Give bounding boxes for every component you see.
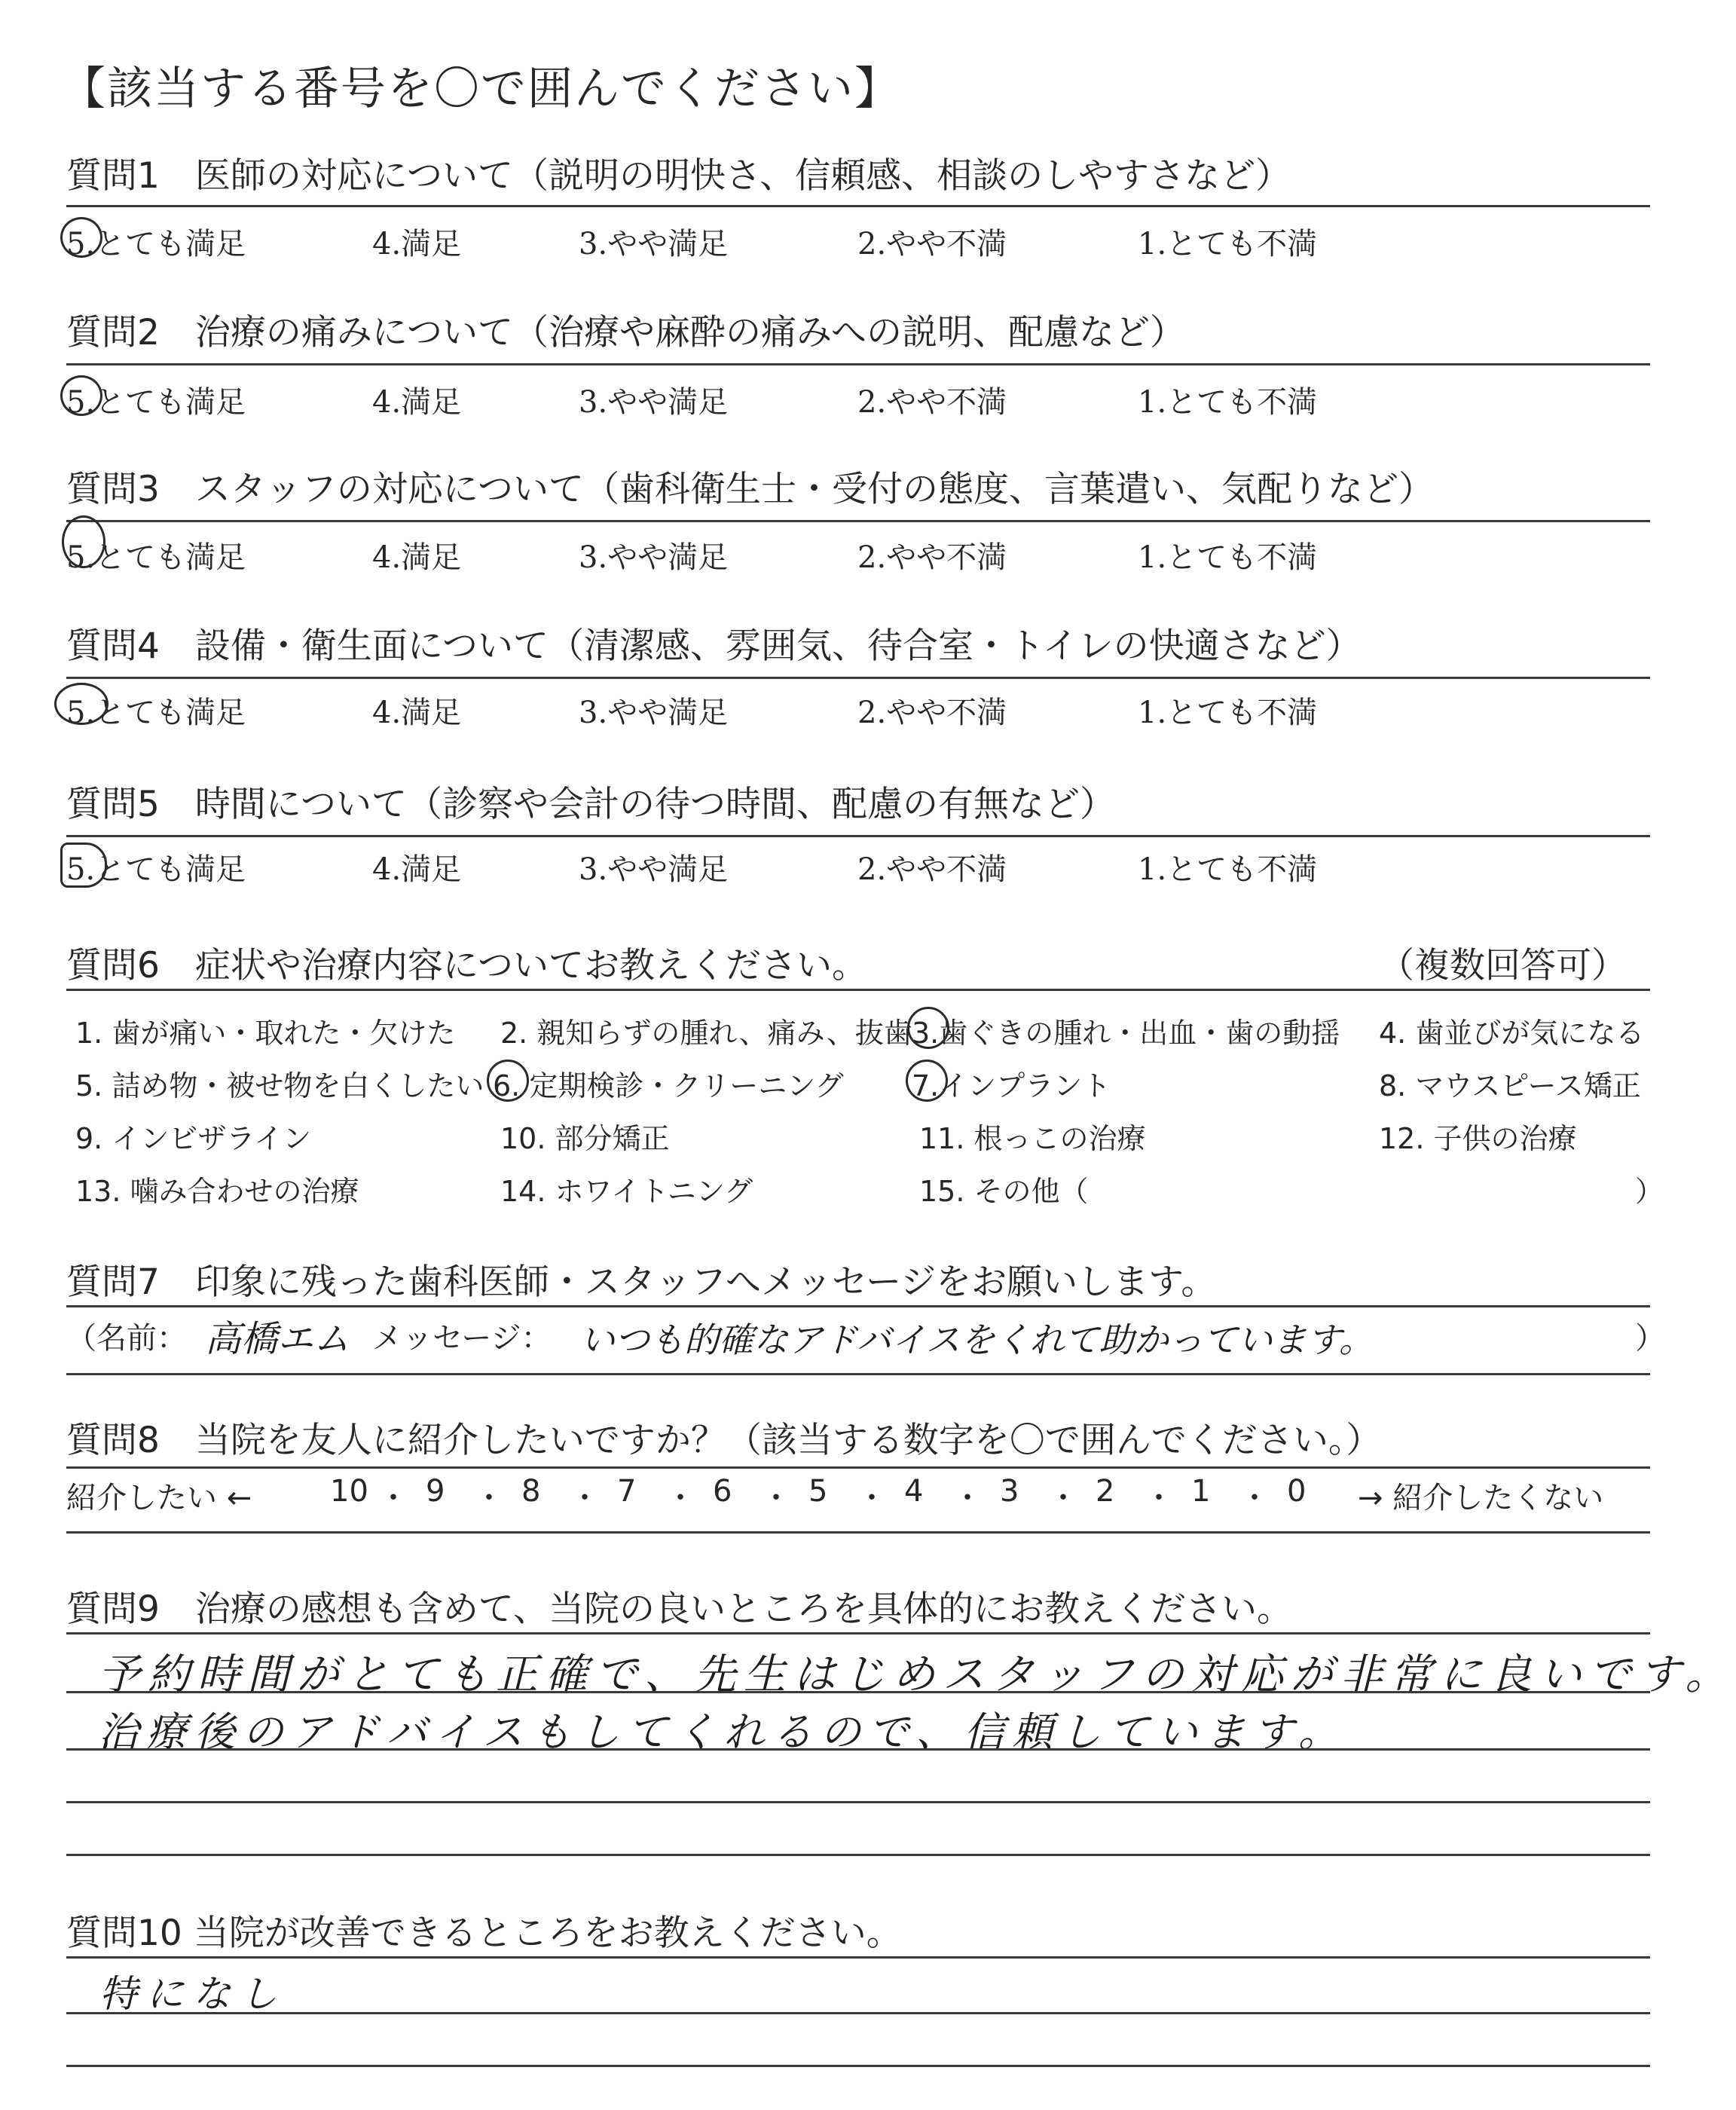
q9-heading: 質問9 治療の感想も含めて、当院の良いところを具体的にお教えください。 [66, 1589, 1292, 1630]
q6-item-12[interactable]: 12. 子供の治療 [1379, 1122, 1577, 1155]
q6-item-13[interactable]: 13. 噛み合わせの治療 [75, 1175, 359, 1208]
q8-scale-8[interactable]: 8 [521, 1474, 541, 1509]
q8-left-label: 紹介したい ← [66, 1481, 252, 1515]
q3-rule [66, 520, 1650, 522]
q9-line-5 [66, 1854, 1650, 1856]
q8-scale-separator: ・ [474, 1481, 504, 1515]
q6-item-2[interactable]: 2. 親知らずの腫れ、痛み、抜歯 [500, 1017, 912, 1050]
q6-item-1[interactable]: 1. 歯が痛い・取れた・欠けた [75, 1017, 456, 1050]
q7-message-handwritten: いつも的確なアドバイスをくれて助かっています。 [580, 1320, 1374, 1360]
q6-item-15-close: ） [1635, 1175, 1664, 1208]
q8-scale-1[interactable]: 1 [1191, 1474, 1211, 1509]
q8-scale-4[interactable]: 4 [904, 1474, 924, 1509]
q6-heading: 質問6 症状や治療内容についてお教えください。 [66, 945, 867, 986]
q10-line-1 [66, 1956, 1650, 1959]
q7-bottom-rule [66, 1373, 1650, 1375]
q4-option-3[interactable]: 3.やや満足 [579, 696, 729, 730]
q6-item-3[interactable]: 3.歯ぐきの腫れ・出血・歯の動揺 [912, 1017, 1340, 1050]
q4-option-2[interactable]: 2.やや不満 [857, 696, 1007, 730]
q10-line-3 [66, 2065, 1650, 2067]
q9-line-4 [66, 1801, 1650, 1803]
q9-line-1 [66, 1632, 1650, 1634]
q1-heading: 質問1 医師の対応について（説明の明快さ、信頼感、相談のしやすさなど） [66, 155, 1291, 197]
q2-option-3[interactable]: 3.やや満足 [579, 385, 729, 420]
q2-option-4[interactable]: 4.満足 [372, 385, 462, 420]
q3-option-4[interactable]: 4.満足 [372, 540, 462, 575]
q8-scale-separator: ・ [378, 1481, 408, 1515]
q4-rule [66, 677, 1650, 679]
q8-heading: 質問8 当院を友人に紹介したいですか？（該当する数字を〇で囲んでください。） [66, 1420, 1382, 1461]
q1-option-2[interactable]: 2.やや不満 [857, 227, 1007, 261]
q8-scale-10[interactable]: 10 [330, 1474, 368, 1509]
q6-item-6-circle [487, 1060, 529, 1102]
q2-rule [66, 363, 1650, 365]
q5-option-5[interactable]: 5.とても満足 [66, 852, 246, 887]
q6-multiple-note: （複数回答可） [1379, 945, 1627, 986]
q9-answer-line-2: 治療後のアドバイスもしてくれるので、信頼しています。 [98, 1708, 1346, 1756]
q8-scale-separator: ・ [857, 1481, 887, 1515]
q10-heading: 質問10 当院が改善できるところをお教えください。 [66, 1913, 902, 1954]
q4-option-5[interactable]: 5.とても満足 [66, 696, 246, 730]
q8-scale-6[interactable]: 6 [713, 1474, 732, 1509]
q8-right-label: → 紹介したくない [1358, 1481, 1604, 1515]
q1-option-5[interactable]: 5.とても満足 [66, 227, 246, 261]
q6-item-7-circle [906, 1060, 948, 1102]
q6-item-14[interactable]: 14. ホワイトニング [500, 1175, 753, 1208]
q9-answer-line-1: 予約時間がとても正確で、先生はじめスタッフの対応が非常に良いです。 [98, 1650, 1735, 1699]
q6-item-3-circle [907, 1007, 949, 1049]
q9-line-2 [66, 1691, 1650, 1693]
q7-name-label: （名前： [66, 1321, 187, 1356]
q7-rule [66, 1305, 1650, 1307]
q8-scale-9[interactable]: 9 [426, 1474, 445, 1509]
q3-heading: 質問3 スタッフの対応について（歯科衛生士・受付の態度、言葉遣い、気配りなど） [66, 469, 1434, 510]
q6-item-6[interactable]: 6. 定期検診・クリーニング [493, 1069, 844, 1102]
q8-bottom-rule [66, 1531, 1650, 1534]
q8-scale-separator: ・ [761, 1481, 791, 1515]
q1-option-3[interactable]: 3.やや満足 [579, 227, 729, 261]
q6-item-9[interactable]: 9. インビザライン [75, 1122, 312, 1155]
q7-heading: 質問7 印象に残った歯科医師・スタッフへメッセージをお願いします。 [66, 1261, 1217, 1303]
q6-item-10[interactable]: 10. 部分矯正 [500, 1122, 670, 1155]
q10-answer-line-1: 特になし [99, 1972, 286, 2016]
form-title: 【該当する番号を〇で囲んでください】 [60, 63, 901, 115]
q4-option-1[interactable]: 1.とても不満 [1138, 696, 1318, 730]
q7-message-label: メッセージ： [372, 1321, 552, 1356]
q6-rule [66, 989, 1650, 991]
q8-scale-3[interactable]: 3 [1000, 1474, 1019, 1509]
q1-option-1[interactable]: 1.とても不満 [1138, 227, 1318, 261]
q2-option-1[interactable]: 1.とても不満 [1138, 385, 1318, 420]
q9-line-3 [66, 1748, 1650, 1751]
q5-option-4[interactable]: 4.満足 [372, 852, 462, 887]
q5-option-3[interactable]: 3.やや満足 [579, 852, 729, 887]
q2-option-2[interactable]: 2.やや不満 [857, 385, 1007, 420]
q6-item-5[interactable]: 5. 詰め物・被せ物を白くしたい [75, 1069, 484, 1102]
q7-name-handwritten: 高橋エム [205, 1318, 350, 1360]
q3-option-3[interactable]: 3.やや満足 [579, 540, 729, 575]
q10-line-2 [66, 2012, 1650, 2014]
q8-scale-separator: ・ [1144, 1481, 1174, 1515]
q8-scale-2[interactable]: 2 [1096, 1474, 1115, 1509]
q2-heading: 質問2 治療の痛みについて（治療や麻酔の痛みへの説明、配慮など） [66, 312, 1186, 353]
q6-item-4[interactable]: 4. 歯並びが気になる [1379, 1017, 1645, 1050]
q5-option-2[interactable]: 2.やや不満 [857, 852, 1007, 887]
q8-scale-0[interactable]: 0 [1287, 1474, 1307, 1509]
q3-selection-circle [62, 515, 105, 568]
q3-option-2[interactable]: 2.やや不満 [857, 540, 1007, 575]
q4-option-4[interactable]: 4.満足 [372, 696, 462, 730]
q4-heading: 質問4 設備・衛生面について（清潔感、雰囲気、待合室・トイレの快適さなど） [66, 625, 1362, 667]
q4-selection-circle [54, 683, 108, 725]
q5-selection-circle [60, 842, 107, 888]
q8-scale-separator: ・ [570, 1481, 600, 1515]
q2-selection-circle [60, 375, 102, 416]
q3-option-5[interactable]: 5.とても満足 [66, 540, 246, 575]
q8-scale-separator: ・ [952, 1481, 983, 1515]
q8-scale-separator: ・ [1048, 1481, 1078, 1515]
q6-item-11[interactable]: 11. 根っこの治療 [919, 1122, 1146, 1155]
q8-rule [66, 1466, 1650, 1469]
q6-item-7[interactable]: 7.インプラント [912, 1069, 1111, 1102]
q6-item-8[interactable]: 8. マウスピース矯正 [1379, 1069, 1641, 1102]
q8-scale-separator: ・ [1239, 1481, 1270, 1515]
q5-rule [66, 835, 1650, 837]
q5-heading: 質問5 時間について（診察や会計の待つ時間、配慮の有無など） [66, 784, 1115, 825]
q1-selection-circle [60, 217, 102, 258]
q8-scale-5[interactable]: 5 [808, 1474, 828, 1509]
q8-scale-separator: ・ [665, 1481, 695, 1515]
q8-scale-7[interactable]: 7 [617, 1474, 637, 1509]
q1-rule [66, 205, 1650, 207]
q1-option-4[interactable]: 4.満足 [372, 227, 462, 261]
q5-option-1[interactable]: 1.とても不満 [1138, 852, 1318, 887]
q7-close-paren: ） [1635, 1321, 1665, 1356]
q3-option-1[interactable]: 1.とても不満 [1138, 540, 1318, 575]
q2-option-5[interactable]: 5.とても満足 [66, 385, 246, 420]
q6-item-15[interactable]: 15. その他（ [919, 1175, 1089, 1208]
